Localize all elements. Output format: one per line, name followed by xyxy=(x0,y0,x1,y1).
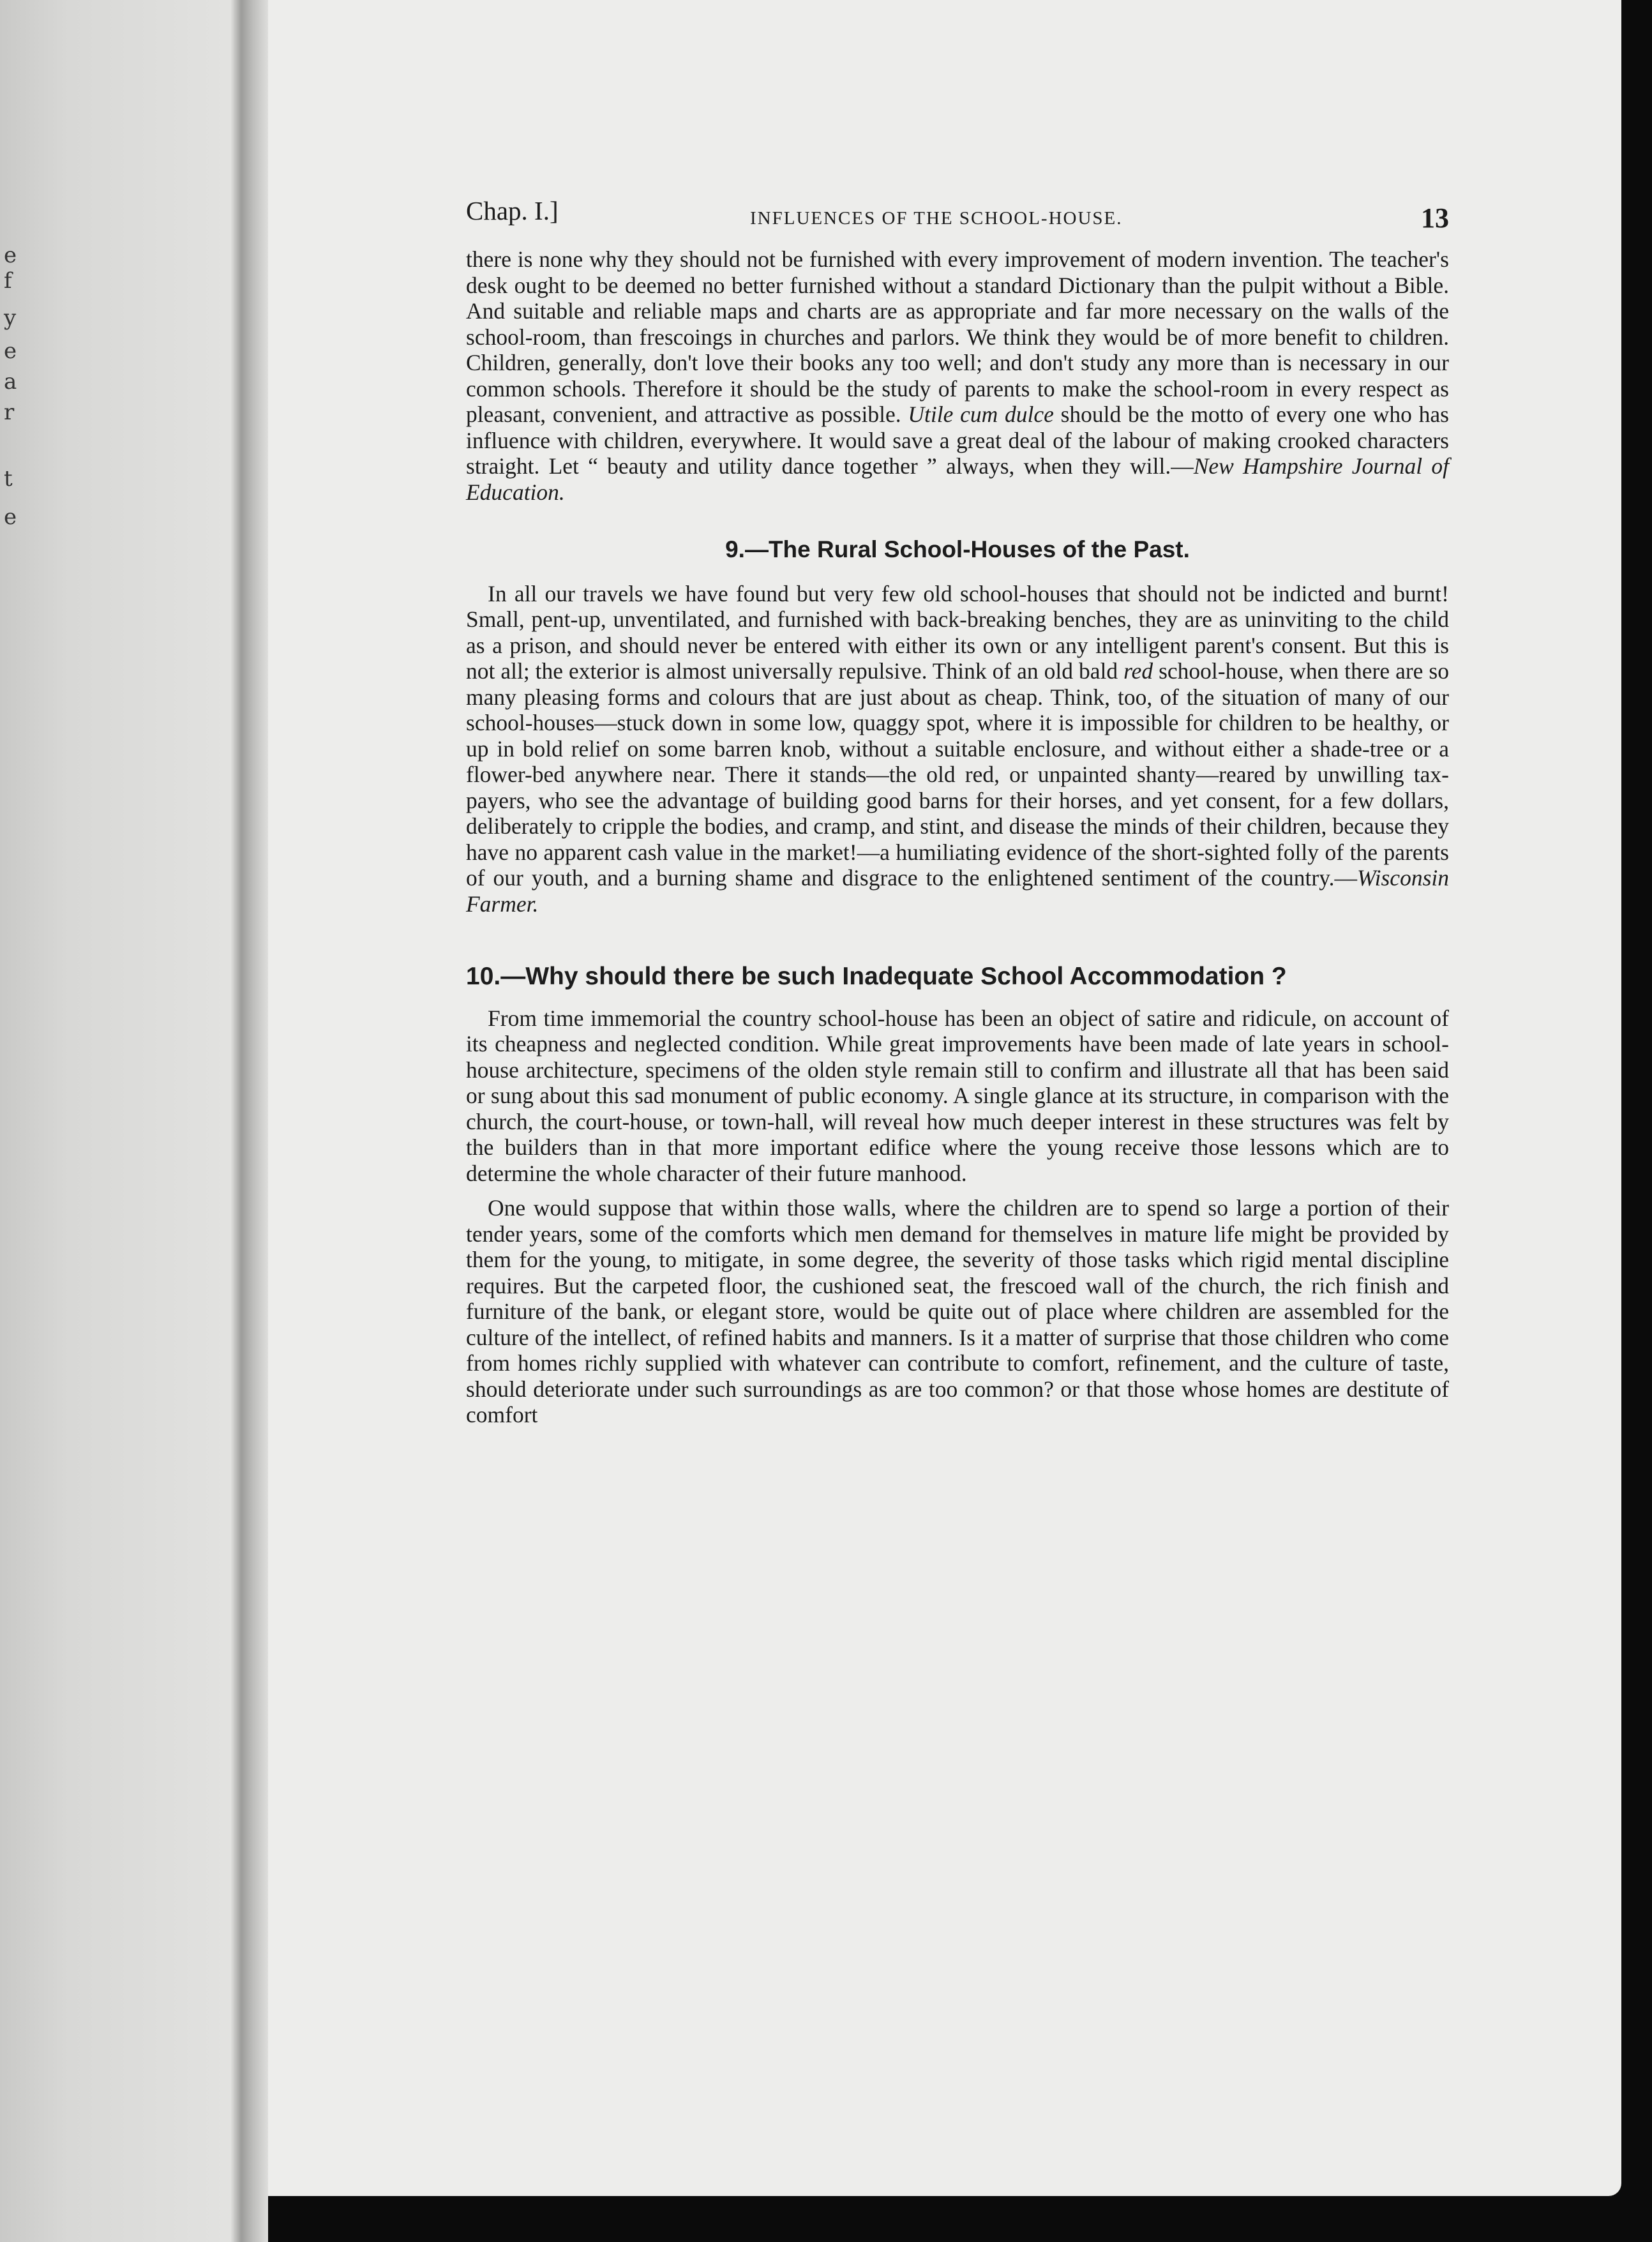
section-heading-10: 10.—Why should there be such Inadequate School Accommodation ? xyxy=(466,963,1287,990)
latin-phrase: Utile cum dulce xyxy=(908,402,1054,427)
facing-page-fragment: t xyxy=(4,466,13,492)
book-gutter xyxy=(230,0,268,2242)
facing-page-fragment: e xyxy=(4,243,17,268)
facing-page-edge xyxy=(0,0,230,2242)
paragraph-continuation xyxy=(466,246,1449,505)
facing-page-fragment: e xyxy=(4,504,17,530)
chapter-label: Chap. I.] xyxy=(466,196,559,225)
page-content xyxy=(466,192,1449,1428)
source-citation: Wisconsin Farmer. xyxy=(466,865,1449,917)
emphasis-word: red xyxy=(1123,658,1153,684)
facing-page-fragment: y xyxy=(4,305,17,331)
section-heading-9: 9.—The Rural School-Houses of the Past. xyxy=(725,536,1190,562)
facing-page-fragment: a xyxy=(4,369,17,395)
section-10-paragraph-1: From time immemorial the country school-house has been an object of satire and ridicule, on account of its cheapness and neglected condition. While great improvements have been made of late years in school-house architecture, specimens of the olden style remain still to confirm and illustrate all that has been said or sung about this sad monument of public economy. A single glance at its structure, in comparison with the church, the court-house, or town-hall, will reveal how much deeper interest in these structures was felt by the builders than in that more important edifice where the young receive those lessons which are to determine the whole character of their future manhood. xyxy=(466,1005,1449,1186)
section-9-paragraph xyxy=(466,581,1449,917)
paragraph-text: school-house, when there are so many pleasing forms and colours that are just about as cheap. Think, too, of the situation of many of our school-houses—stuck down in some low, quaggy spot, where it is impossible for children to be healthy, or up in bold relief on some barren knob, without a suitable enclosure, and without either a shade-tree or a flower-bed anywhere near. There it stands—the old red, or unpainted shanty—reared by unwilling tax-payers, who see the advantage of building good barns for their horses, and yet consent, for a few dollars, deliberately to cripple the bodies, and cramp, and stint, and disease the minds of their children, because they have no apparent cash value in the market!—a humiliating evidence of the short-sighted folly of the parents of our youth, and a burning shame and disgrace to the enlightened sentiment of the country.— xyxy=(466,658,1449,891)
running-head xyxy=(466,192,1449,243)
running-title: INFLUENCES OF THE SCHOOL-HOUSE. xyxy=(750,208,1123,229)
facing-page-fragment: f xyxy=(4,268,12,294)
source-citation: New Hampshire Journal of Education. xyxy=(466,453,1449,505)
facing-page-fragment: r xyxy=(4,400,15,425)
facing-page-fragment: e xyxy=(4,338,17,364)
paragraph-text: should be the motto of every one who has influence with children, everywhere. It would save a great deal of the labour of making crooked characters straight. Let “ beauty and utility dance together ” always, when they will.— xyxy=(466,402,1449,479)
paragraph-text: there is none why they should not be furnished with every improvement of modern invention. The teacher's desk ought to be deemed no better furnished without a standard Dictionary than the pulpit without a Bible. And suitable and reliable maps and charts are as appropriate and far more necessary on the walls of the school-room, than frescoings in churches and parlors. We think they would be of more benefit to children. Children, generally, don't love their books any too well; and don't study any more than is necessary in our common schools. Therefore it should be the study of parents to make the school-room in every respect as pleasant, convenient, and attractive as possible. xyxy=(466,246,1449,427)
section-10-paragraph-2: One would suppose that within those walls, where the children are to spend so large a portion of their tender years, some of the comforts which men demand for themselves in mature life might be provided by them for the young, to mitigate, in some degree, the severity of those tasks which rigid mental discipline requires. But the carpeted floor, the cushioned seat, the frescoed wall of the church, the rich finish and furniture of the bank, or elegant store, would be quite out of place where children are assembled for the culture of the intellect, of refined habits and manners. Is it a matter of surprise that those children who come from homes richly supplied with whatever can contribute to comfort, refinement, and the culture of taste, should deteriorate under such surroundings as are too common? or that those whose homes are destitute of comfort xyxy=(466,1195,1449,1427)
page-number: 13 xyxy=(1421,202,1449,234)
paragraph-text: In all our travels we have found but very few old school-houses that should not be indicted and burnt! Small, pent-up, unventilated, and furnished with back-breaking benches, they are as uninviting to the child as a prison, and should never be entered with either its own or any intelligent parent's consent. But this is not all; the exterior is almost universally repulsive. Think of an old bald xyxy=(466,580,1449,684)
book-page xyxy=(268,0,1621,2196)
